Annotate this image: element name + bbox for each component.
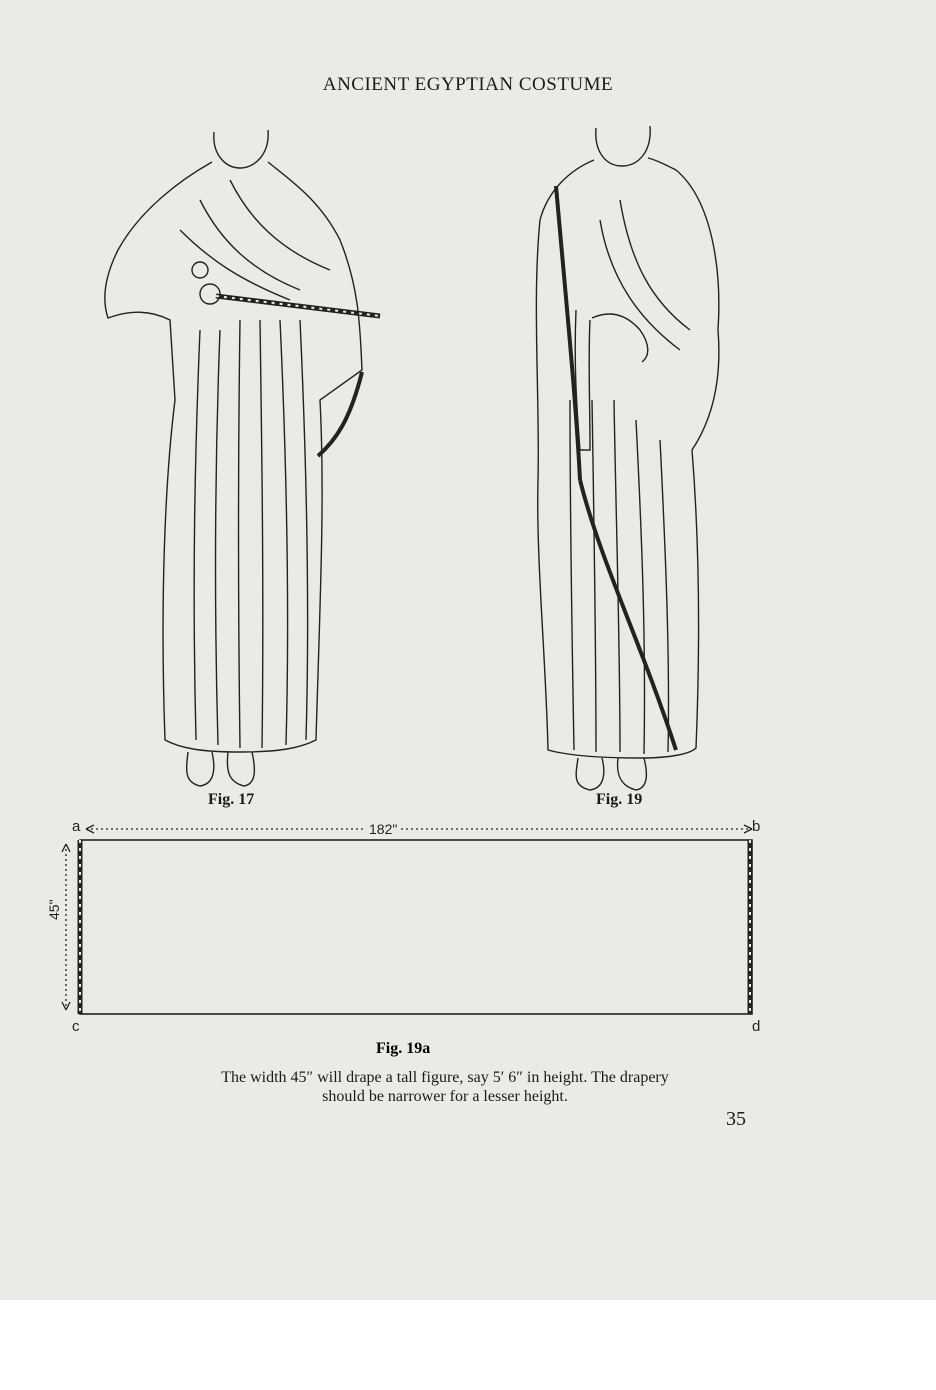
corner-a-label: a [72,818,81,835]
fig19a-caption: Fig. 19a [376,1040,431,1057]
caption-note-line2: should be narrower for a lesser height. [322,1088,568,1105]
fig19a-diagram [62,825,752,1014]
caption-note [80,1068,810,1106]
page-number: 35 [726,1108,746,1130]
fig19-drawing [536,126,719,790]
corner-d-label: d [752,1018,761,1035]
fig17-caption: Fig. 17 [208,791,255,808]
width-dimension-label: 45" [46,899,62,920]
caption-note-line1: The width 45″ will drape a tall figure, say 5′ 6″ in height. The drapery [221,1069,669,1086]
footer-bar [0,1300,936,1390]
fig17-drawing [105,130,380,786]
length-dimension-label: 182" [366,821,400,837]
corner-b-label: b [752,818,761,835]
page-title: ANCIENT EGYPTIAN COSTUME [322,74,614,95]
corner-c-label: c [72,1018,80,1035]
fig19-caption: Fig. 19 [596,791,643,808]
